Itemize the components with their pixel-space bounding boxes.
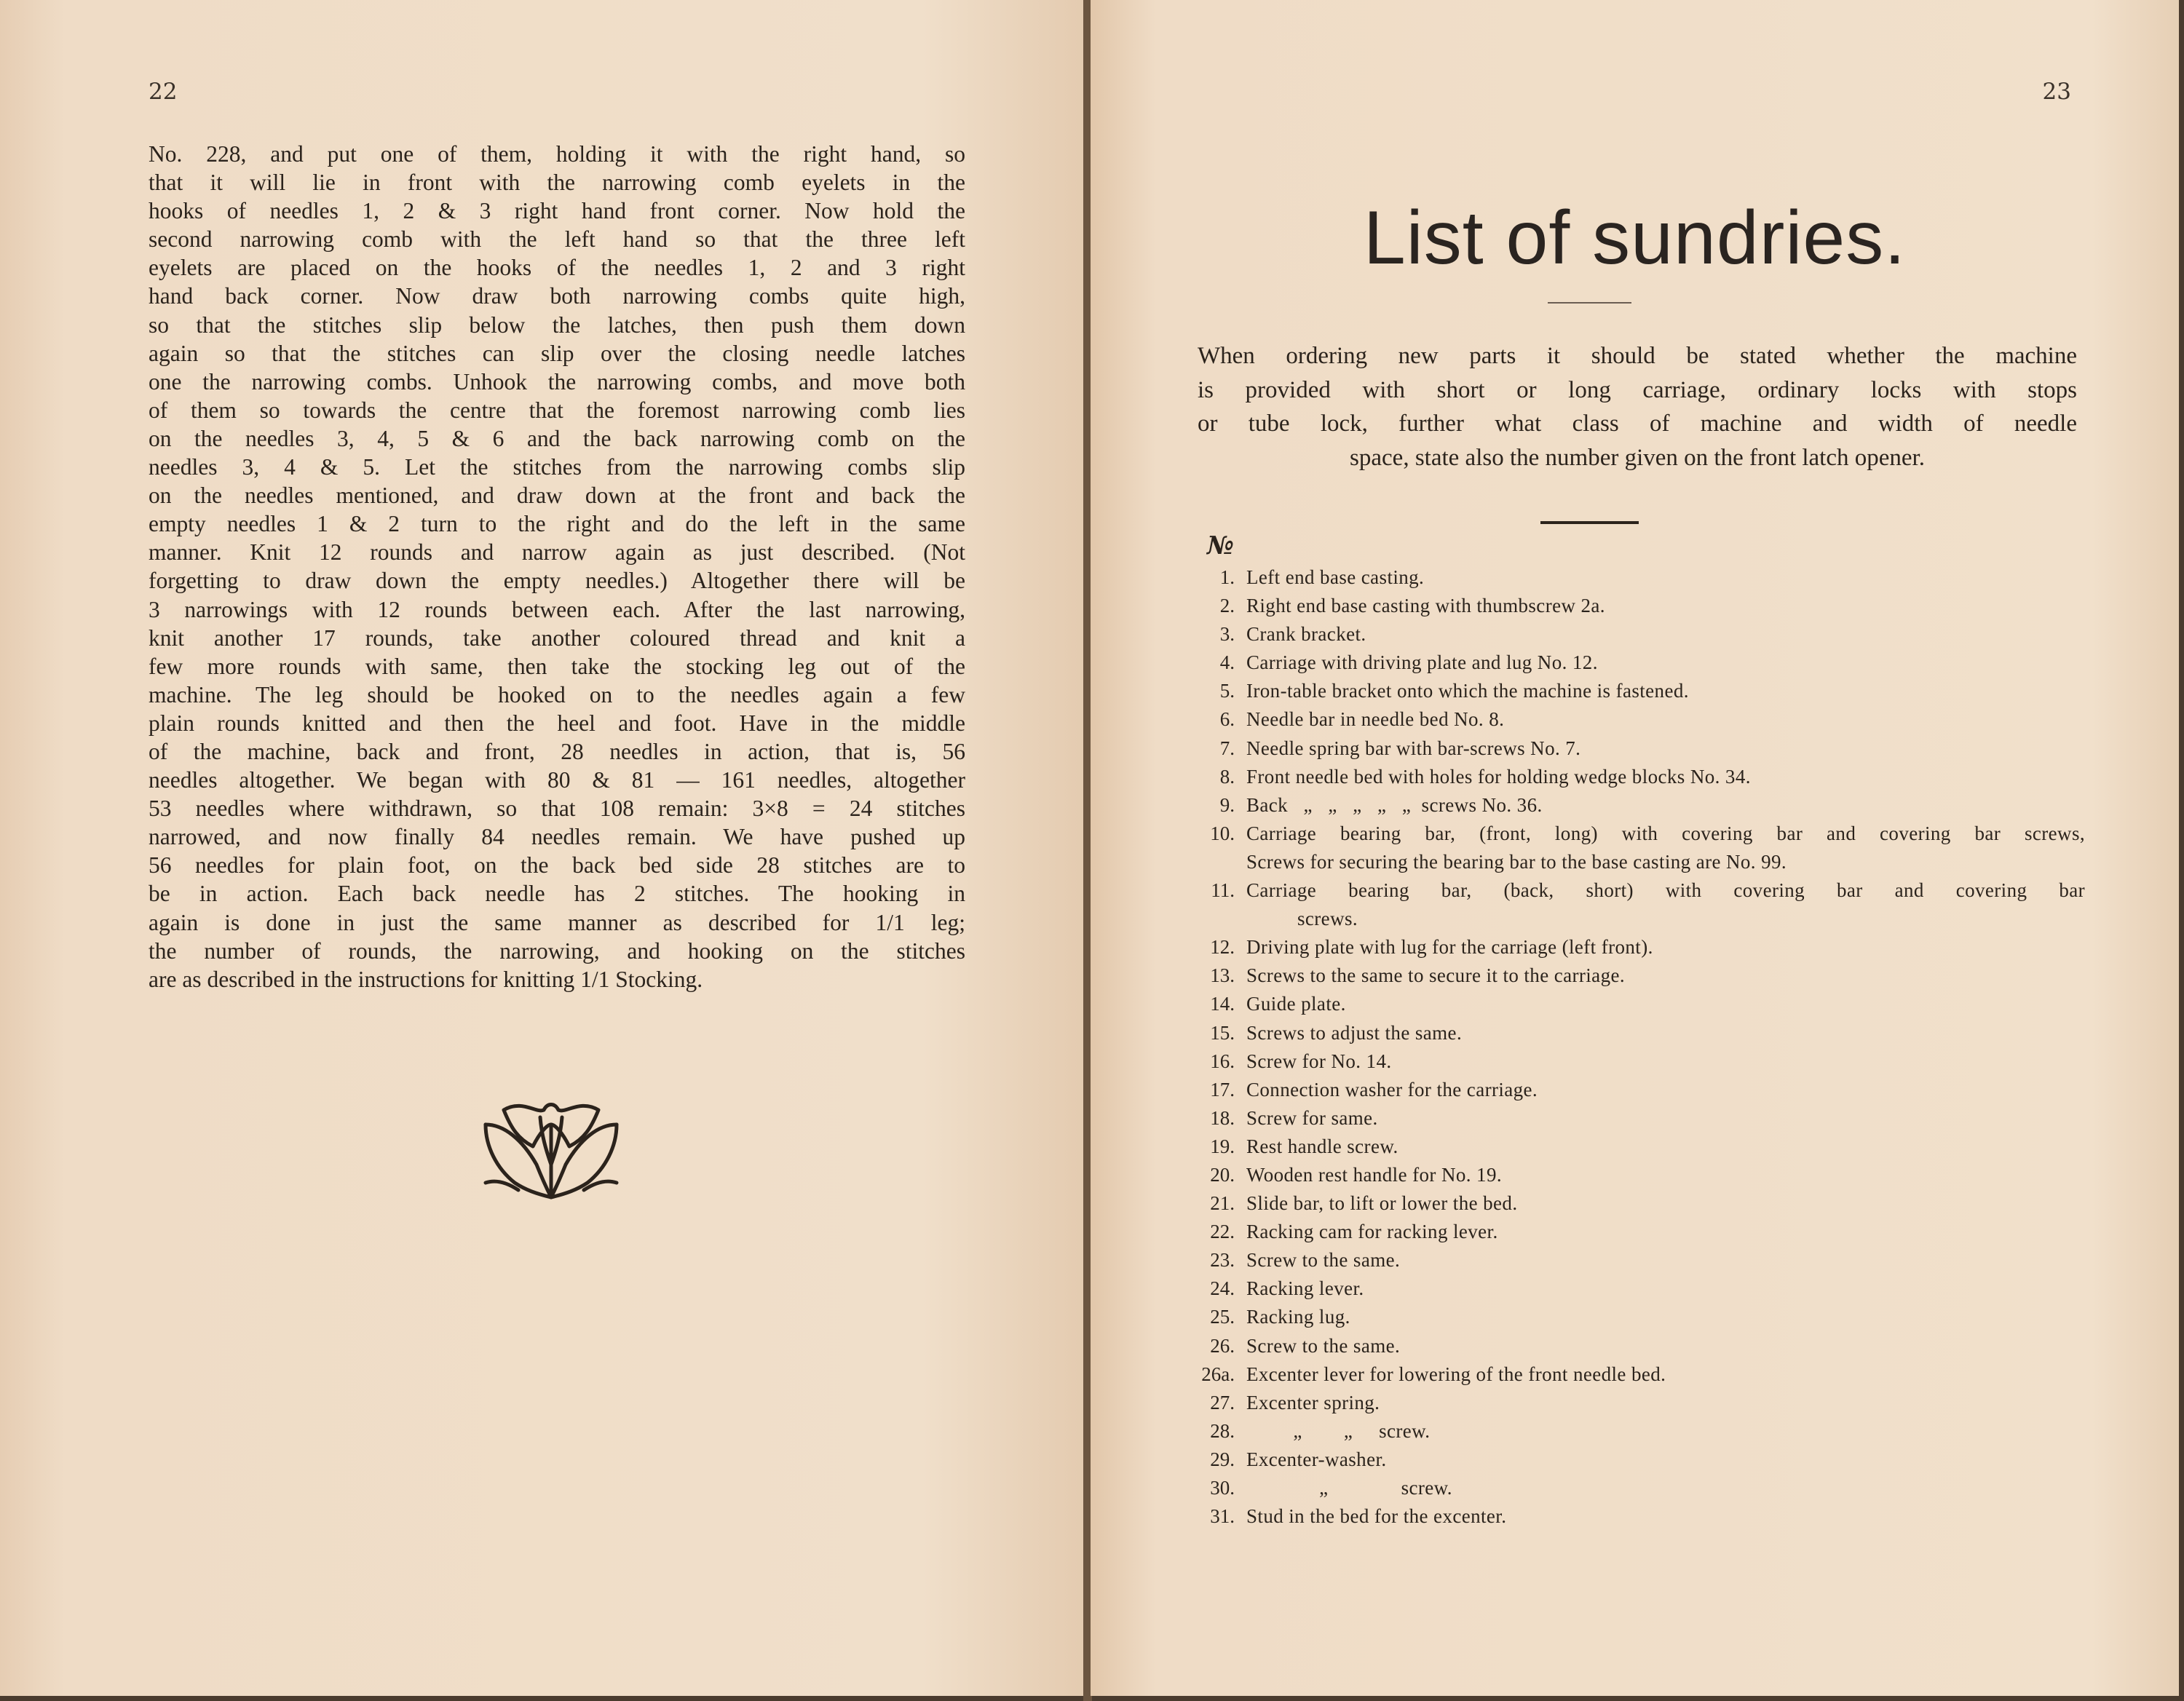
item-text bbox=[1246, 876, 2085, 933]
item-text: Screws to adjust the same. bbox=[1246, 1021, 1463, 1044]
item-number: 2. bbox=[1219, 595, 1235, 617]
title-divider bbox=[1548, 302, 1631, 304]
item-text: Screw for same. bbox=[1246, 1106, 1378, 1129]
list-item bbox=[1182, 1446, 2085, 1474]
body-line: 3 narrowings with 12 rounds between each. After the last narrowing, bbox=[149, 596, 965, 622]
body-line: that it will lie in front with the narrowing comb eyelets in the bbox=[149, 170, 965, 196]
item-text: Left end base casting. bbox=[1246, 566, 1425, 588]
item-number: 16. bbox=[1210, 1050, 1235, 1072]
item-number: 17. bbox=[1210, 1078, 1235, 1101]
item-number: 26. bbox=[1210, 1334, 1235, 1357]
item-number: 3. bbox=[1219, 623, 1235, 646]
body-line: the number of rounds, the narrowing, and hooking on the stitches bbox=[149, 937, 965, 964]
item-number: 20. bbox=[1210, 1163, 1235, 1186]
item-number: 11. bbox=[1211, 879, 1235, 902]
item-number: 23. bbox=[1210, 1249, 1235, 1272]
section-divider bbox=[1540, 521, 1639, 524]
left-page bbox=[0, 0, 1085, 1696]
list-item bbox=[1182, 1389, 2085, 1417]
item-number: 21. bbox=[1210, 1192, 1235, 1215]
right-page bbox=[1091, 0, 2179, 1696]
list-item bbox=[1182, 1047, 2085, 1076]
item-text: Guide plate. bbox=[1246, 993, 1346, 1015]
body-line: of them so towards the centre that the foremost narrowing comb lies bbox=[149, 397, 965, 423]
page-title: List of sundries. bbox=[1363, 196, 1907, 280]
list-item bbox=[1182, 1502, 2085, 1531]
item-number: 14. bbox=[1210, 993, 1235, 1015]
item-text: Carriage with driving plate and lug No. 12. bbox=[1246, 651, 1598, 674]
item-number: 8. bbox=[1219, 765, 1235, 788]
body-line: hand back corner. Now draw both narrowing combs quite high, bbox=[149, 283, 965, 309]
item-number: 15. bbox=[1210, 1021, 1235, 1044]
item-text: Wooden rest handle for No. 19. bbox=[1246, 1163, 1502, 1186]
list-item bbox=[1182, 705, 2085, 734]
body-line: needles 3, 4 & 5. Let the stitches from the narrowing combs slip bbox=[149, 454, 965, 480]
sundries-list bbox=[1182, 563, 2085, 1531]
page-number: 22 bbox=[149, 79, 178, 105]
item-number: 13. bbox=[1210, 964, 1235, 987]
list-item bbox=[1182, 933, 2085, 961]
intro-line: is provided with short or long carriage, ordinary locks with stops bbox=[1198, 376, 2077, 403]
list-item bbox=[1182, 1218, 2085, 1246]
item-number: 7. bbox=[1219, 737, 1235, 759]
item-text: Excenter lever for lowering of the front needle bed. bbox=[1246, 1363, 1666, 1385]
body-line: hooks of needles 1, 2 & 3 right hand front corner. Now hold the bbox=[149, 198, 965, 224]
list-item bbox=[1182, 1246, 2085, 1274]
list-item bbox=[1182, 677, 2085, 705]
item-text: Front needle bed with holes for holding wedge blocks No. 34. bbox=[1246, 765, 1751, 788]
body-line: needles altogether. We began with 80 & 81 — 161 needles, altogether bbox=[149, 767, 965, 793]
list-item bbox=[1182, 1417, 2085, 1446]
item-text: Connection washer for the carriage. bbox=[1246, 1078, 1538, 1101]
item-text: Screw to the same. bbox=[1246, 1334, 1401, 1357]
item-number: 4. bbox=[1219, 651, 1235, 674]
item-text: Screws to the same to secure it to the carriage. bbox=[1246, 964, 1626, 987]
page-number: 23 bbox=[2042, 79, 2071, 105]
item-text: Racking cam for racking lever. bbox=[1246, 1221, 1498, 1243]
ornament-icon bbox=[482, 1095, 620, 1201]
body-line: on the needles 3, 4, 5 & 6 and the back narrowing comb on the bbox=[149, 425, 965, 451]
body-line: few more rounds with same, then take the stocking leg out of the bbox=[149, 653, 965, 679]
item-text: Needle bar in needle bed No. 8. bbox=[1246, 708, 1505, 731]
item-number: 30. bbox=[1210, 1477, 1235, 1499]
item-text: Racking lever. bbox=[1246, 1277, 1364, 1300]
list-item bbox=[1182, 1332, 2085, 1360]
item-text: Screw for No. 14. bbox=[1246, 1050, 1392, 1072]
list-item bbox=[1182, 1274, 2085, 1303]
numero-sign: № bbox=[1207, 531, 1234, 560]
body-line: second narrowing comb with the left hand so that the three left bbox=[149, 226, 965, 253]
body-line: plain rounds knitted and then the heel and foot. Have in the middle bbox=[149, 710, 965, 736]
body-line: again so that the stitches can slip over the closing needle latches bbox=[149, 340, 965, 366]
item-number: 31. bbox=[1210, 1505, 1235, 1528]
item-text: „ „ screw. bbox=[1246, 1419, 1431, 1442]
list-item bbox=[1182, 1019, 2085, 1047]
body-line: be in action. Each back needle has 2 stitches. The hooking in bbox=[149, 881, 965, 907]
item-text: Needle spring bar with bar-screws No. 7. bbox=[1246, 737, 1581, 759]
body-text bbox=[149, 140, 965, 994]
item-text-line: screws. bbox=[1297, 908, 1358, 930]
list-item bbox=[1182, 592, 2085, 620]
body-line: No. 228, and put one of them, holding it with the right hand, so bbox=[149, 141, 965, 167]
item-text-line: Screws for securing the bearing bar to the base casting are No. 99. bbox=[1246, 850, 1787, 873]
body-line: manner. Knit 12 rounds and narrow again as just described. (Not bbox=[149, 539, 965, 566]
list-item bbox=[1182, 1360, 2085, 1389]
list-item bbox=[1182, 1474, 2085, 1502]
item-text: Back „ „ „ „ „ screws No. 36. bbox=[1246, 793, 1543, 816]
item-number: 27. bbox=[1210, 1391, 1235, 1413]
list-item bbox=[1182, 1133, 2085, 1161]
body-line: so that the stitches slip below the latches, then push them down bbox=[149, 312, 965, 338]
intro-paragraph bbox=[1198, 339, 2077, 475]
body-line: again is done in just the same manner as described for 1/1 leg; bbox=[149, 909, 965, 935]
item-number: 12. bbox=[1210, 936, 1235, 959]
item-number: 10. bbox=[1210, 822, 1235, 844]
body-line: 53 needles where withdrawn, so that 108 remain: 3×8 = 24 stitches bbox=[149, 796, 965, 822]
intro-line: or tube lock, further what class of machine and width of needle bbox=[1198, 411, 2077, 437]
list-item bbox=[1182, 1189, 2085, 1218]
item-text-line: Carriage bearing bar, (back, short) with covering bar and covering bar bbox=[1246, 879, 2085, 902]
intro-line: When ordering new parts it should be stated whether the machine bbox=[1198, 343, 2077, 369]
list-item bbox=[1182, 649, 2085, 677]
item-text: Screw to the same. bbox=[1246, 1249, 1401, 1272]
body-line: narrowed, and now finally 84 needles remain. We have pushed up bbox=[149, 824, 965, 850]
item-text: Crank bracket. bbox=[1246, 623, 1366, 646]
list-item bbox=[1182, 961, 2085, 990]
item-text: Right end base casting with thumbscrew 2a. bbox=[1246, 595, 1605, 617]
list-item bbox=[1182, 763, 2085, 791]
item-number: 5. bbox=[1219, 680, 1235, 702]
list-item bbox=[1182, 791, 2085, 820]
item-text: Excenter-washer. bbox=[1246, 1448, 1387, 1470]
item-text: Driving plate with lug for the carriage (left front). bbox=[1246, 936, 1653, 959]
list-item bbox=[1182, 1303, 2085, 1331]
body-line: on the needles mentioned, and draw down at the front and back the bbox=[149, 483, 965, 509]
list-item bbox=[1182, 1076, 2085, 1104]
item-number: 1. bbox=[1219, 566, 1235, 588]
item-number: 24. bbox=[1210, 1277, 1235, 1300]
body-line: of the machine, back and front, 28 needles in action, that is, 56 bbox=[149, 738, 965, 764]
list-item bbox=[1182, 734, 2085, 763]
item-text-line: Carriage bearing bar, (front, long) with covering bar and covering bar screws, bbox=[1246, 822, 2085, 844]
body-line: eyelets are placed on the hooks of the needles 1, 2 and 3 right bbox=[149, 255, 965, 281]
list-item bbox=[1182, 563, 2085, 592]
item-number: 18. bbox=[1210, 1106, 1235, 1129]
item-number: 25. bbox=[1210, 1306, 1235, 1328]
body-line: empty needles 1 & 2 turn to the right and do the left in the same bbox=[149, 511, 965, 537]
item-number: 29. bbox=[1210, 1448, 1235, 1470]
body-line: forgetting to draw down the empty needles.) Altogether there will be bbox=[149, 568, 965, 594]
item-text: „ screw. bbox=[1246, 1477, 1452, 1499]
list-item bbox=[1182, 876, 2085, 933]
item-text: Iron-table bracket onto which the machine is fastened. bbox=[1246, 680, 1689, 702]
list-item bbox=[1182, 1104, 2085, 1133]
item-text: Slide bar, to lift or lower the bed. bbox=[1246, 1192, 1518, 1215]
body-line: knit another 17 rounds, take another coloured thread and knit a bbox=[149, 625, 965, 651]
list-item bbox=[1182, 990, 2085, 1018]
item-number: 26a. bbox=[1201, 1363, 1235, 1385]
item-number: 22. bbox=[1210, 1221, 1235, 1243]
body-line: 56 needles for plain foot, on the back bed side 28 stitches are to bbox=[149, 852, 965, 879]
item-number: 19. bbox=[1210, 1135, 1235, 1157]
item-text: Stud in the bed for the excenter. bbox=[1246, 1505, 1507, 1528]
list-item bbox=[1182, 820, 2085, 876]
item-text: Rest handle screw. bbox=[1246, 1135, 1398, 1157]
list-item bbox=[1182, 620, 2085, 649]
item-text: Racking lug. bbox=[1246, 1306, 1350, 1328]
body-line: machine. The leg should be hooked on to the needles again a few bbox=[149, 681, 965, 707]
item-text: Excenter spring. bbox=[1246, 1391, 1380, 1413]
item-number: 28. bbox=[1210, 1419, 1235, 1442]
item-number: 6. bbox=[1219, 708, 1235, 731]
body-line: are as described in the instructions for knitting 1/1 Stocking. bbox=[149, 966, 703, 992]
item-text bbox=[1246, 820, 2085, 876]
body-line: one the narrowing combs. Unhook the narrowing combs, and move both bbox=[149, 368, 965, 394]
intro-line: space, state also the number given on the front latch opener. bbox=[1350, 444, 1925, 471]
list-item bbox=[1182, 1161, 2085, 1189]
item-number: 9. bbox=[1219, 793, 1235, 816]
